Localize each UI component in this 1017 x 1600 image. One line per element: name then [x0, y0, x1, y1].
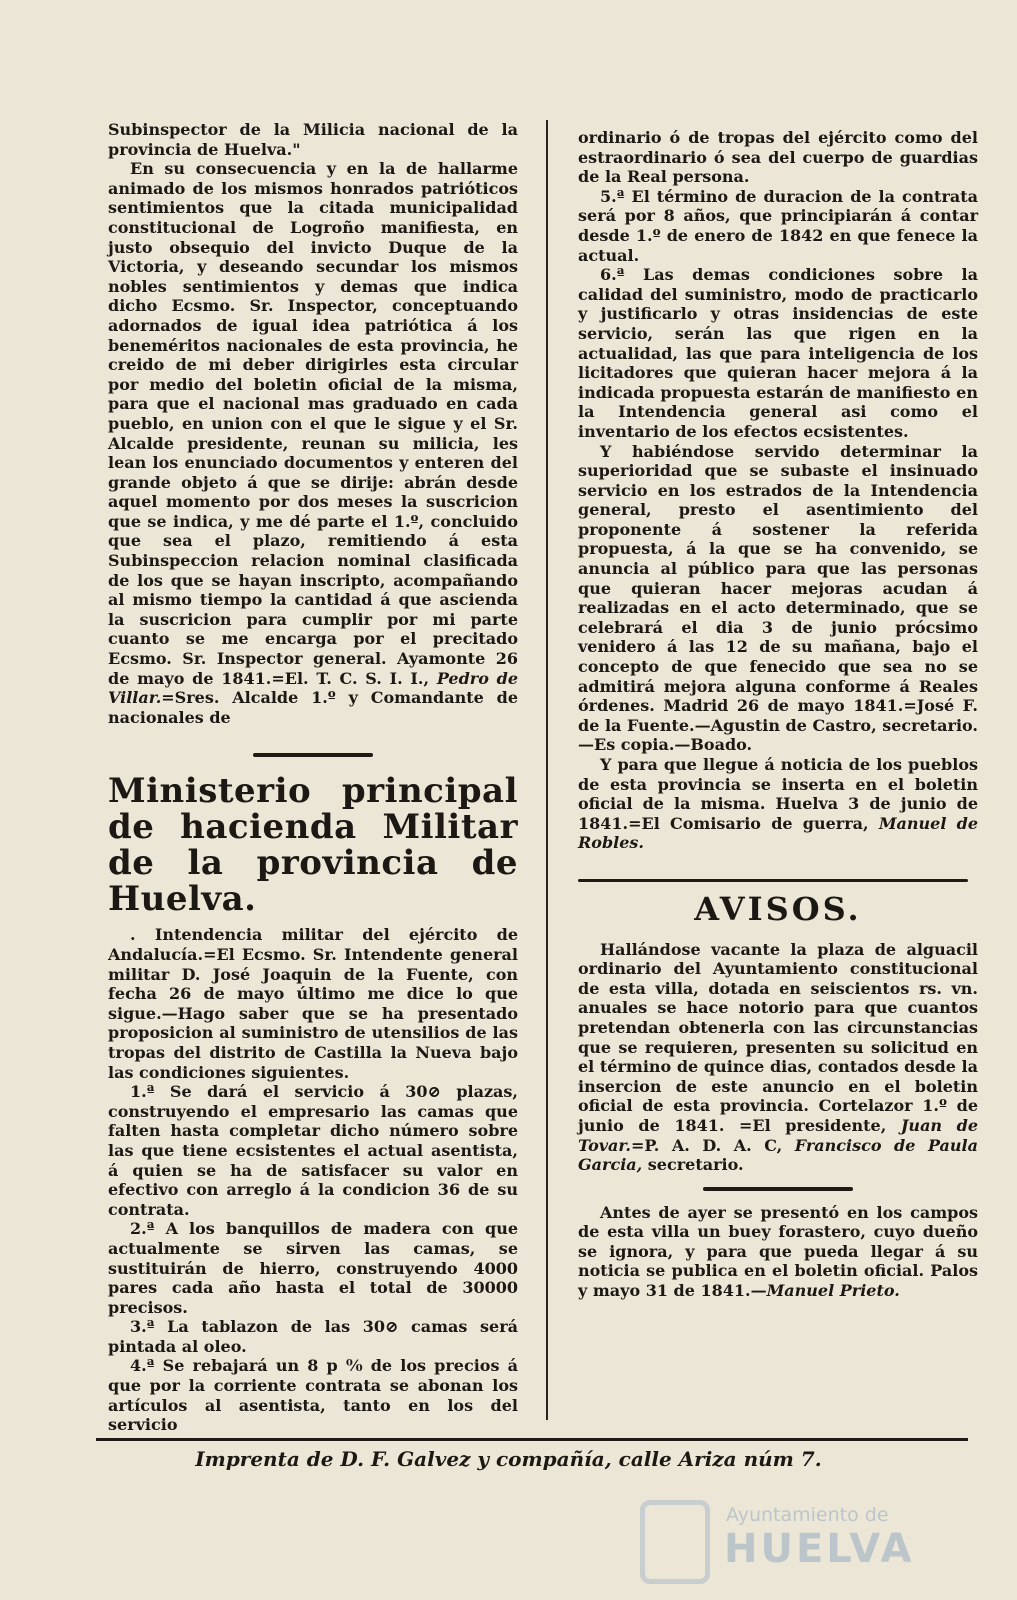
condition-2: 2.ª A los banquillos de madera con que actualmente se sirven las camas, se sustituirán de hierro, construyendo 4000 pares cada año hasta el total de 30000 precisos. — [108, 1219, 518, 1317]
imprint-line: Imprenta de D. F. Galvez y compañía, calle Ariza núm 7. — [195, 1447, 822, 1471]
condition-5: 5.ª El término de duracion de la contrata será por 8 años, que principiarán á contar desde 1.º de enero de 1842 en que fenece la actual. — [578, 186, 978, 265]
signature-garcia: Francisco de Paula Garcia, — [578, 1135, 978, 1175]
aviso-2-text: Antes de ayer se presentó en los campos de esta villa un buey forastero, cuyo dueño se ignora, y para que pueda llegar á su noticia se publica en el boletin oficial. Palos y mayo 31 de 1841.— — [578, 1202, 978, 1301]
aviso-1-end: secretario. — [647, 1155, 744, 1175]
aviso-2 — [578, 1203, 978, 1301]
condition-1: 1.ª Se dará el servicio á 30⊘ plazas, construyendo el empresario las camas que falten hasta completar dicho número sobre las que tiene ecsistentes el actual asentista, á quien se ha de satisfacer su valor en efectivo con arreglo á la condicion 36 de su contrata. — [108, 1082, 518, 1219]
left-paragraph-2-text: En su consecuencia y en la de hallarme animado de los mismos honrados patrióticos sentimientos que la citada municipalidad constitucional de Logroño manifiesta, en justo obsequio del invicto Duque de la Victoria, y deseando secundar los mismos nobles sentimientos y demas que indica dicho Ecsmo. Sr. Inspector, conceptuando adornados de igual idea patriótica á los beneméritos nacionales de esta provincia, he creido de mi deber dirigirles esta circular por medio del boletin oficial de la misma, para que el nacional mas graduado en cada pueblo, en union con el que le sigue y el Sr. Alcalde presidente, reunan su milicia, les lean los enunciado documentos y enteren del grande objeto á que se dirije: abrán desde aquel momento por dos meses la suscricion que se indica, y me dé parte el 1.º, concluido que sea el plazo, remitiendo á esta Subinspeccion relacion nominal clasificada de los que se hayan inscripto, acompañando al mismo tiempo la cantidad á que ascienda la suscricion para cumplir por mi parte cuanto se me encarga por el precitado Ecsmo. Sr. Inspector general. Ayamonte 26 de mayo de 1841.=El. T. C. S. I. I., — [108, 159, 518, 688]
condition-3: 3.ª La tablazon de las 30⊘ camas será pintada al oleo. — [108, 1317, 518, 1356]
signature-prieto: Manuel Prieto. — [766, 1281, 900, 1301]
left-paragraph-2-end: =Sres. Alcalde 1.º y Comandante de nacionales de — [108, 688, 518, 727]
signature-villar: Pedro de Villar. — [108, 668, 519, 708]
aviso-rule — [703, 1187, 853, 1191]
avisos-title: AVISOS. — [694, 889, 862, 928]
signature-robles: Manuel de Robles. — [578, 813, 979, 853]
right-paragraph-3-text: Y para que llegue á noticia de los pueblos de esta provincia se inserta en el boletin oficial de la misma. Huelva 3 de junio de 1841.=El Comisario de guerra, — [578, 755, 978, 833]
left-paragraph-1: Subinspector de la Milicia nacional de la provincia de Huelva." — [108, 120, 518, 159]
right-paragraph-2: Y habiéndose servido determinar la superioridad que se subaste el insinuado servicio en los estrados de la Intendencia general, presto el asentimiento del proponente á sostener la referida propuesta, á la que se ha convenido, se anuncia al público para que las personas que quieran hacer mejoras acudan á realizadas en el acto determinado, que se celebrará el dia 3 de junio prócsimo venidero á las 12 de su mañana, bajo el concepto de que fenecido que sea no se admitirá mejora alguna conforme á Reales órdenes. Madrid 26 de mayo 1841.=José F. de la Fuente.—Agustin de Castro, secretario.—Es copia.—Boado. — [578, 441, 978, 755]
left-paragraph-2 — [108, 159, 518, 727]
city-logo-icon — [640, 1500, 710, 1584]
aviso-1 — [578, 940, 978, 1175]
avisos-rule — [578, 879, 968, 882]
right-column — [578, 128, 978, 1301]
watermark-stamp — [640, 1498, 940, 1578]
section-rule — [253, 753, 373, 757]
section-title: Ministerio principal de hacienda Militar de la provincia de Huelva. — [108, 771, 518, 920]
left-column — [108, 120, 518, 1435]
condition-4: 4.ª Se rebajará un 8 p ⁰⁄₀ de los precios á que por la corriente contrata se abonan los artículos al asentista, tanto en los del servicio — [108, 1356, 518, 1435]
left-paragraph-3: . Intendencia militar del ejército de Andalucía.=El Ecsmo. Sr. Intendente general militar D. José Joaquin de la Fuente, con fecha 26 de mayo último me dice lo que sigue.—Hago saber que se ha presentado proposicion al suministro de utensilios de las tropas del distrito de Castilla la Nueva bajo las condiciones siguientes. — [108, 925, 518, 1082]
right-paragraph-1: ordinario ó de tropas del ejército como del estraordinario ó sea del cuerpo de guardias de la Real persona. — [578, 128, 978, 187]
signature-tovar: Juan de Tovar. — [578, 1115, 979, 1155]
aviso-1-middle: =P. A. D. A. C, — [630, 1135, 783, 1155]
right-paragraph-3 — [578, 755, 978, 853]
condition-6: 6.ª Las demas condiciones sobre la calidad del suministro, modo de practicarlo y justificarlo y otras insidencias de este servicio, serán las que rigen en la actualidad, las que para inteligencia de los licitadores que quieran hacer mejora á la indicada propuesta estarán de manifiesto en la Intendencia general asi como el inventario de los efectos ecsistentes. — [578, 265, 978, 441]
aviso-1-text: Hallándose vacante la plaza de alguacil ordinario del Ayuntamiento constitucional de esta villa, dotada en seiscientos rs. vn. anuales se hace notorio para que cuantos pretendan obtenerla con las circunstancias que se requieren, presenten su solicitud en el término de quince dias, contados desde la insercion de este anuncio en el boletin oficial de esta provincia. Cortelazor 1.º de junio de 1841. =El presidente, — [578, 939, 978, 1135]
watermark-line-1: Ayuntamiento de — [726, 1504, 889, 1526]
footer-rule — [96, 1438, 968, 1441]
column-divider — [546, 120, 548, 1420]
watermark-line-2: HUELVA — [724, 1526, 915, 1572]
